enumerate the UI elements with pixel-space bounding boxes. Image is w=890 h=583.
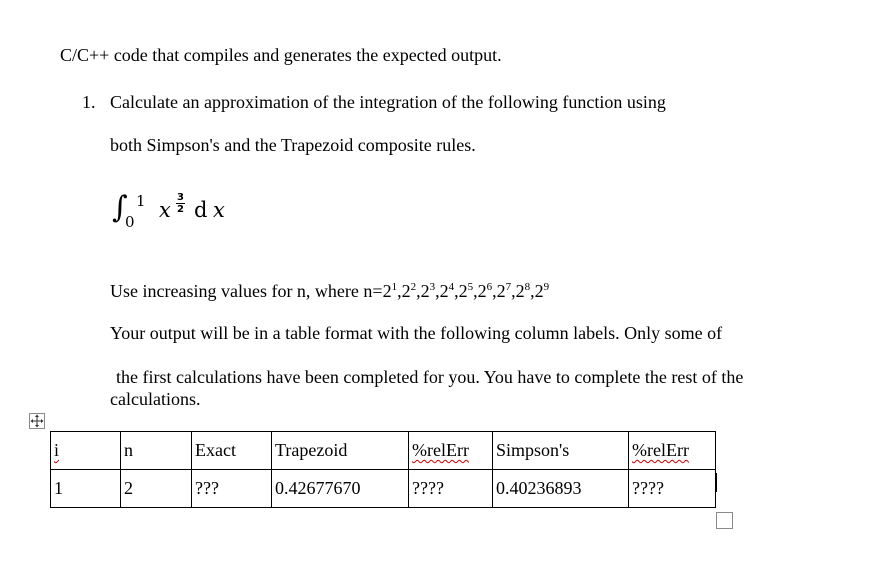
- n-values-list: $2^1,2^2,2^3,2^4,2^5,2^6,2^7,2^8,2^9$: [382, 281, 550, 301]
- cell-simpsons: 0.40236893: [493, 470, 629, 508]
- output-line-3: calculations.: [110, 389, 201, 409]
- cell-relerr-simpsons: ????: [629, 470, 716, 508]
- n-value-term: $2^7$: [496, 281, 512, 301]
- results-table: [50, 431, 716, 508]
- integral-upper-bound: 1: [136, 192, 146, 210]
- differential-d: d: [194, 198, 208, 222]
- n-value-term: $2^5$: [458, 281, 474, 301]
- cell-relerr-trapezoid: ????: [409, 470, 493, 508]
- header-n: n: [121, 432, 192, 470]
- list-number: 1.: [82, 92, 96, 112]
- n-value-term: $2^3$: [420, 281, 436, 301]
- header-relerr-simpsons: %relErr: [629, 432, 716, 470]
- end-of-row-marker: [715, 473, 717, 492]
- header-i: i: [51, 432, 121, 470]
- intro-text: C/C++ code that compiles and generates the expected output.: [60, 45, 502, 65]
- cell-i: 1: [51, 470, 121, 508]
- header-relerr-trapezoid: %relErr: [409, 432, 493, 470]
- n-values-prefix: Use increasing values for n, where n=: [110, 281, 383, 301]
- n-value-term: $2^2$: [401, 281, 417, 301]
- exponent-denominator: 2: [177, 204, 184, 215]
- exponent-numerator: 3: [177, 192, 184, 203]
- table-header-row: [51, 432, 716, 470]
- header-simpsons: Simpson's: [493, 432, 629, 470]
- table-resize-icon[interactable]: [716, 512, 733, 529]
- integral-lower-bound: 0: [125, 213, 135, 231]
- integrand-variable: x: [159, 198, 171, 222]
- n-value-term: $2^6$: [477, 281, 493, 301]
- cell-n: 2: [121, 470, 192, 508]
- n-value-term: $2^8$: [515, 281, 531, 301]
- question-line-2: both Simpson's and the Trapezoid composite rules.: [110, 135, 476, 155]
- output-line-1: Your output will be in a table format with the following column labels. Only some of: [110, 323, 723, 343]
- table-row: [51, 470, 716, 508]
- n-value-term: $2^4$: [439, 281, 455, 301]
- header-exact: Exact: [192, 432, 272, 470]
- n-value-term: $2^1$: [382, 281, 398, 301]
- n-value-term: $2^9$: [534, 281, 550, 301]
- differential-variable: x: [213, 198, 225, 222]
- header-trapezoid: Trapezoid: [272, 432, 409, 470]
- exponent-fraction: [176, 193, 185, 214]
- question-line-1: Calculate an approximation of the integration of the following function using: [110, 92, 666, 112]
- cell-exact: ???: [192, 470, 272, 508]
- table-move-icon[interactable]: [29, 413, 45, 429]
- n-values-line: [110, 280, 549, 302]
- output-line-2: the first calculations have been completed for you. You have to complete the rest of the: [116, 367, 744, 387]
- integral-sign: ∫: [112, 190, 128, 225]
- cell-trapezoid: 0.42677670: [272, 470, 409, 508]
